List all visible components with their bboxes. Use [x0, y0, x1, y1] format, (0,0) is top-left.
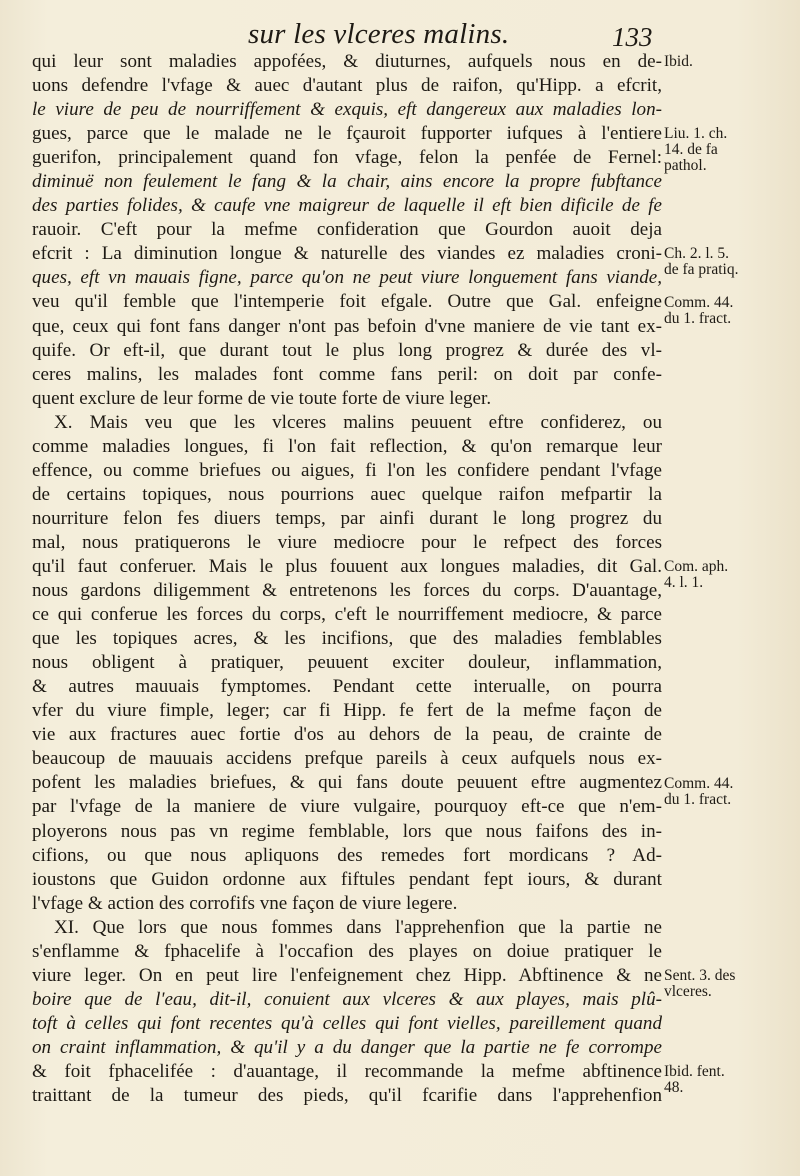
margin-note: Com. aph. 4. l. 1.	[664, 558, 729, 592]
text-line: diminuë non feulement le fang & la chair, ains encore la propre fubftance	[32, 171, 662, 193]
text-line: rauoir. C'eft pour la mefme confideration que Gourdon auoit deja	[32, 219, 662, 241]
running-title: sur les vlceres malins.	[248, 18, 510, 50]
text-line: vfer du viure fimple, leger; car fi Hipp. fe fert de la mefme façon de	[32, 700, 662, 722]
text-line: beaucoup de mauuais accidens prefque pareils à ceux aufquels nous ex-	[32, 748, 662, 770]
text-line: s'enflamme & fphacelife à l'occafion des playes on doiue pratiquer le	[32, 940, 662, 962]
margin-note: Comm. 44. du 1. fract.	[664, 774, 734, 808]
text-line: efcrit : La diminution longue & naturelle des viandes ez maladies croni-	[32, 243, 662, 265]
text-line: mal, nous pratiquerons le viure mediocre pour le refpect des forces	[32, 531, 662, 553]
margin-note: Comm. 44. du 1. fract.	[664, 293, 734, 327]
text-line: ce qui conferue les forces du corps, c'eft le nourriffement mediocre, & parce	[32, 604, 662, 626]
text-line: gues, parce que le malade ne le fçauroit fupporter iufques à l'entiere	[32, 123, 662, 145]
text-line: XI. Que lors que nous fommes dans l'apprehenfion que la partie ne	[54, 916, 662, 938]
text-line: que, ceux qui font fans danger n'ont pas befoin d'vne maniere de vie tant ex-	[32, 315, 662, 337]
text-line: nourriture felon fes diuers temps, par ainfi durant le long progrez du	[32, 507, 662, 529]
text-line: & foit fphacelifée : d'auantage, il recommande la mefme abftinence	[32, 1060, 662, 1082]
text-line: traittant de la tumeur des pieds, qu'il fcarifie dans l'apprehenfion	[32, 1085, 662, 1107]
text-line: boire que de l'eau, dit-il, conuient aux vlceres & aux playes, mais plû-	[32, 988, 662, 1010]
margin-note: Ibid. fent. 48.	[664, 1063, 725, 1097]
text-line: cifions, ou que nous apliquons des remedes fort mordicans ? Ad-	[32, 844, 662, 866]
text-line: qui leur sont maladies appofées, & diuturnes, aufquels nous en de-	[32, 51, 662, 72]
text-line: on craint inflammation, & qu'il y a du danger que la partie ne fe corrompe	[32, 1036, 662, 1058]
text-line: X. Mais veu que les vlceres malins peuuent eftre confiderez, ou	[54, 411, 662, 433]
margin-note: Ch. 2. l. 5. de fa pratiq.	[664, 245, 739, 279]
margin-note: Liu. 1. ch. 14. de fa pathol.	[664, 125, 728, 175]
text-line: nous gardons diligemment & entretenons les forces du corps. D'auantage,	[32, 580, 662, 602]
text-line: pofent les maladies briefues, & qui fans doute peuuent eftre augmentez	[32, 772, 662, 794]
text-line: l'vfage & action des corrofifs vne façon de viure legere.	[32, 892, 458, 914]
text-line: nous obligent à pratiquer, peuuent exciter douleur, inflammation,	[32, 652, 662, 674]
text-line: que les topiques acres, & les incifions, que des maladies femblables	[32, 628, 662, 650]
margin-note: Ibid.	[664, 53, 693, 70]
text-line: veu qu'il femble que l'intemperie foit efgale. Outre que Gal. enfeigne	[32, 291, 662, 313]
text-line: comme maladies longues, fi l'on fait reflection, & qu'on remarque leur	[32, 435, 662, 457]
text-line: des parties folides, & caufe vne maigreur de laquelle il eft bien dificile de fe	[32, 195, 662, 217]
text-line: guerifon, principalement quand fon vfage, felon la penfée de Fernel:	[32, 147, 662, 169]
text-line: ployerons nous pas vn regime femblable, lors que nous faifons des in-	[32, 820, 662, 842]
text-line: & autres mauuais fymptomes. Pendant cette interualle, on pourra	[32, 676, 662, 698]
text-line: ioustons que Guidon ordonne aux fiftules pendant fept iours, & durant	[32, 868, 662, 890]
text-line: vie aux fractures auec fortie d'os au dehors de la peau, de crainte de	[32, 724, 662, 746]
text-line: quent exclure de leur forme de vie toute forte de viure leger.	[32, 387, 492, 409]
text-line: effence, ou comme briefues ou aigues, fi l'on les confidere pendant l'vfage	[32, 459, 662, 481]
text-line: quife. Or eft-il, que durant tout le plus long progrez & durée des vl-	[32, 339, 662, 361]
page-number: 133	[612, 22, 653, 52]
text-line: par l'vfage de la maniere de viure vulgaire, pourquoy eft-ce que n'em-	[32, 796, 662, 818]
text-line: viure leger. On en peut lire l'enfeignement chez Hipp. Abftinence & ne	[32, 964, 662, 986]
text-line: ques, eft vn mauais figne, parce qu'on ne peut viure longuement fans viande,	[32, 267, 662, 289]
text-line: toft à celles qui font recentes qu'à celles qui font vielles, pareillement quand	[32, 1012, 662, 1034]
text-line: qu'il faut conferuer. Mais le plus fouuent aux longues maladies, dit Gal.	[32, 555, 662, 577]
text-line: uons defendre l'vfage & auec d'autant plus de raifon, qu'Hipp. a efcrit,	[32, 75, 662, 97]
body-text	[32, 50, 662, 1108]
text-line: ceres malins, les malades font comme fans peril: on doit par confe-	[32, 363, 662, 385]
margin-note: Sent. 3. des vlceres.	[664, 966, 736, 1000]
text-line: de certains topiques, nous pourrions auec quelque raifon mefpartir la	[32, 483, 662, 505]
text-line: le viure de peu de nourriffement & exquis, eft dangereux aux maladies lon-	[32, 99, 662, 121]
